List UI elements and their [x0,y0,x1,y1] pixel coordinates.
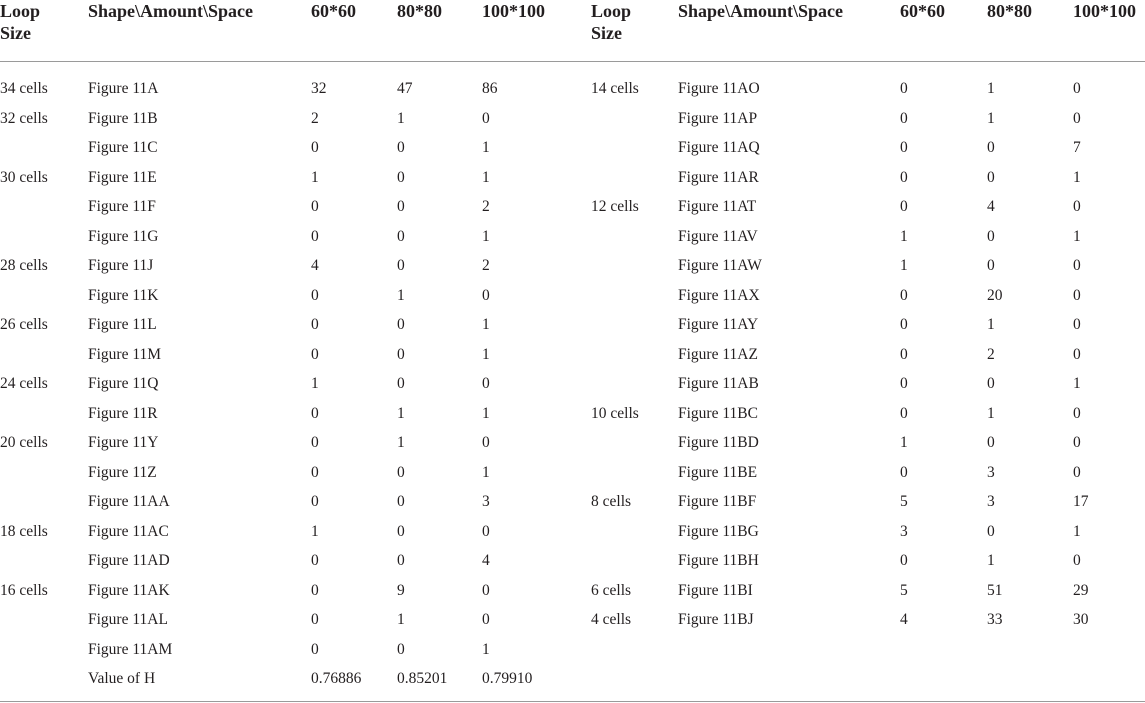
table-row [0,104,1145,134]
value-100-cell: 1 [482,463,490,481]
value-60-cell: 0 [900,552,908,569]
shape-cell: Figure 11BI [678,581,753,599]
value-60-cell: 1 [900,434,908,451]
table-row [0,192,1145,222]
header-loop-line1: Loop [591,1,632,21]
table-row [0,222,1145,252]
value-100-cell: 1 [482,345,490,363]
value-100-cell: 1 [1073,522,1081,540]
header-loop-size-left [0,0,40,44]
header-loop-line1: Loop [0,1,41,21]
value-80-cell: 0 [397,198,405,215]
value-80-cell: 0 [397,640,405,658]
value-80-cell: 0 [397,316,405,333]
value-60-cell: 1 [311,168,319,186]
shape-cell: Figure 11M [88,345,162,363]
shape-cell: Figure 11AR [678,168,759,186]
value-100-cell: 0 [1073,552,1081,569]
value-100-cell: 0.79910 [482,670,533,687]
table-row [0,340,1145,370]
value-100-cell: 1 [482,139,490,156]
shape-cell: Figure 11AD [88,552,170,569]
value-80-cell: 33 [987,611,1003,628]
table-row [0,605,1145,635]
shape-cell: Figure 11AL [88,611,168,628]
value-100-cell: 30 [1073,611,1089,628]
value-80-cell: 0 [987,139,995,156]
value-100-cell: 1 [482,404,490,422]
value-100-cell: 0 [1073,434,1081,451]
loop-size-cell: 28 cells [0,257,48,274]
value-80-cell: 9 [397,581,405,599]
table-row [0,74,1145,104]
value-80-cell: 47 [397,80,413,97]
value-80-cell: 3 [987,493,995,510]
shape-cell: Figure 11A [88,80,159,97]
header-100-left: 100*100 [482,1,545,21]
value-80-cell: 0 [987,257,995,274]
header-loop-size-right [591,0,631,44]
value-80-cell: 0 [397,375,405,392]
header-rule [0,61,1145,62]
table-row [0,369,1145,399]
header-shape-right: Shape\Amount\Space [678,1,844,21]
table-row [0,458,1145,488]
value-100-cell: 2 [482,257,490,274]
value-60-cell: 0 [311,404,319,422]
shape-cell: Figure 11B [88,109,158,127]
value-60-cell: 1 [311,522,319,540]
value-60-cell: 4 [900,611,908,628]
shape-cell: Figure 11AK [88,581,170,599]
value-100-cell: 0 [1073,345,1081,363]
value-60-cell: 0 [311,198,319,215]
value-100-cell: 0 [1073,198,1081,215]
loop-size-cell: 18 cells [0,522,48,540]
table-row [0,635,1145,665]
shape-cell: Figure 11K [88,286,159,304]
value-80-cell: 0 [397,493,405,510]
value-80-cell: 1 [397,109,405,127]
value-100-cell: 17 [1073,493,1089,510]
value-80-cell: 1 [987,552,995,569]
value-80-cell: 0 [987,375,995,392]
value-100-cell: 0 [1073,286,1081,304]
header-80-right: 80*80 [987,1,1032,21]
value-100-cell: 0 [482,611,490,628]
shape-cell: Figure 11AV [678,227,758,245]
header-loop-line2: Size [591,23,622,43]
header-100-right: 100*100 [1073,1,1136,21]
shape-cell: Figure 11AW [678,257,762,274]
value-80-cell: 0.85201 [397,670,448,687]
shape-cell: Figure 11BF [678,493,757,510]
value-100-cell: 0 [1073,463,1081,481]
value-100-cell: 2 [482,198,490,215]
value-100-cell: 1 [482,640,490,658]
shape-cell: Figure 11AB [678,375,759,392]
value-60-cell: 5 [900,581,908,599]
loop-size-cell: 30 cells [0,168,48,186]
table-row [0,487,1145,517]
value-80-cell: 1 [987,404,995,422]
value-80-cell: 0 [397,552,405,569]
shape-cell: Figure 11Z [88,463,157,481]
loop-size-cell: 34 cells [0,80,48,97]
shape-cell: Figure 11AT [678,198,757,215]
value-60-cell: 0 [900,80,908,97]
value-100-cell: 7 [1073,139,1081,156]
shape-cell: Figure 11AX [678,286,760,304]
header-loop-line2: Size [0,23,31,43]
value-60-cell: 0 [311,552,319,569]
value-60-cell: 0 [900,139,908,156]
shape-cell: Figure 11AP [678,109,758,127]
shape-cell: Figure 11C [88,139,158,156]
table-row [0,310,1145,340]
value-60-cell: 0 [900,168,908,186]
value-100-cell: 0 [1073,80,1081,97]
table-row [0,133,1145,163]
value-100-cell: 1 [482,168,490,186]
value-80-cell: 20 [987,286,1003,304]
value-100-cell: 1 [1073,227,1081,245]
value-80-cell: 0 [987,168,995,186]
value-60-cell: 5 [900,493,908,510]
shape-cell: Figure 11BC [678,404,758,422]
value-80-cell: 51 [987,581,1003,599]
value-60-cell: 0 [900,375,908,392]
value-80-cell: 1 [987,109,995,127]
value-80-cell: 2 [987,345,995,363]
value-100-cell: 1 [1073,375,1081,392]
shape-cell: Figure 11L [88,316,157,333]
header-80-left: 80*80 [397,1,442,21]
value-60-cell: 0 [311,493,319,510]
value-60-cell: 32 [311,80,327,97]
loop-size-cell: 16 cells [0,581,48,599]
value-80-cell: 0 [397,463,405,481]
value-100-cell: 4 [482,552,490,569]
value-80-cell: 0 [397,522,405,540]
table-row [0,428,1145,458]
value-60-cell: 0 [311,286,319,304]
table-row [0,251,1145,281]
shape-cell: Figure 11AO [678,80,760,97]
value-60-cell: 0 [900,316,908,333]
value-60-cell: 4 [311,257,319,274]
shape-cell: Figure 11Y [88,434,159,451]
value-100-cell: 1 [1073,168,1081,186]
value-80-cell: 3 [987,463,995,481]
value-60-cell: 0 [311,227,319,245]
shape-cell: Figure 11E [88,168,157,186]
value-100-cell: 1 [482,316,490,333]
value-60-cell: 3 [900,522,908,540]
shape-cell: Figure 11AA [88,493,170,510]
value-60-cell: 1 [900,227,908,245]
value-80-cell: 0 [987,227,995,245]
value-80-cell: 4 [987,198,995,215]
value-60-cell: 0 [311,640,319,658]
value-80-cell: 0 [987,434,995,451]
loop-size-cell: 6 cells [591,581,632,599]
shape-cell: Figure 11BH [678,552,759,569]
value-60-cell: 0 [900,198,908,215]
value-80-cell: 1 [397,611,405,628]
header-60-right: 60*60 [900,1,945,21]
value-60-cell: 0.76886 [311,670,362,687]
value-80-cell: 1 [397,404,405,422]
value-60-cell: 1 [900,257,908,274]
value-60-cell: 0 [311,434,319,451]
shape-cell: Figure 11R [88,404,158,422]
value-80-cell: 1 [987,80,995,97]
value-100-cell: 0 [482,286,490,304]
shape-cell: Figure 11AY [678,316,759,333]
value-100-cell: 0 [482,581,490,599]
value-60-cell: 1 [311,375,319,392]
shape-cell: Figure 11BE [678,463,758,481]
table-row [0,399,1145,429]
value-60-cell: 0 [900,463,908,481]
shape-cell: Figure 11BG [678,522,759,540]
value-60-cell: 0 [311,316,319,333]
shape-cell: Figure 11G [88,227,159,245]
value-60-cell: 0 [900,286,908,304]
bottom-rule [0,701,1145,702]
shape-cell: Figure 11J [88,257,154,274]
value-100-cell: 3 [482,493,490,510]
value-80-cell: 1 [397,434,405,451]
header-60-left: 60*60 [311,1,356,21]
table-row [0,664,1145,694]
value-100-cell: 0 [482,522,490,540]
value-100-cell: 86 [482,80,498,97]
value-60-cell: 0 [900,109,908,127]
value-100-cell: 0 [1073,316,1081,333]
table-row [0,546,1145,576]
value-80-cell: 0 [397,227,405,245]
shape-cell: Figure 11BJ [678,611,754,628]
table-row [0,163,1145,193]
shape-cell: Figure 11AQ [678,139,760,156]
value-100-cell: 0 [1073,257,1081,274]
value-80-cell: 0 [987,522,995,540]
table-row [0,281,1145,311]
shape-cell: Figure 11BD [678,434,759,451]
value-80-cell: 0 [397,345,405,363]
value-60-cell: 0 [311,345,319,363]
value-60-cell: 0 [311,611,319,628]
value-60-cell: 2 [311,109,319,127]
value-100-cell: 1 [482,227,490,245]
loop-size-cell: 10 cells [591,404,639,422]
value-100-cell: 0 [482,375,490,392]
value-60-cell: 0 [311,463,319,481]
value-100-cell: 0 [1073,109,1081,127]
value-100-cell: 29 [1073,581,1089,599]
shape-cell: Value of H [88,670,156,687]
value-80-cell: 0 [397,139,405,156]
shape-cell: Figure 11F [88,198,156,215]
value-80-cell: 0 [397,257,405,274]
value-80-cell: 1 [987,316,995,333]
loop-size-cell: 24 cells [0,375,48,392]
value-60-cell: 0 [900,345,908,363]
value-100-cell: 0 [482,109,490,127]
value-60-cell: 0 [900,404,908,422]
value-80-cell: 1 [397,286,405,304]
shape-cell: Figure 11AZ [678,345,758,363]
header-shape-left: Shape\Amount\Space [88,1,254,21]
value-60-cell: 0 [311,581,319,599]
loop-size-cell: 14 cells [591,80,639,97]
value-100-cell: 0 [1073,404,1081,422]
loop-size-cell: 8 cells [591,493,632,510]
shape-cell: Figure 11AM [88,640,173,658]
value-60-cell: 0 [311,139,319,156]
shape-cell: Figure 11AC [88,522,169,540]
loop-size-cell: 4 cells [591,611,632,628]
shape-cell: Figure 11Q [88,375,159,392]
table-row [0,517,1145,547]
value-80-cell: 0 [397,168,405,186]
loop-size-cell: 20 cells [0,434,48,451]
loop-size-cell: 32 cells [0,109,48,127]
loop-size-cell: 26 cells [0,316,48,333]
value-100-cell: 0 [482,434,490,451]
table-row [0,576,1145,606]
loop-size-cell: 12 cells [591,198,639,215]
